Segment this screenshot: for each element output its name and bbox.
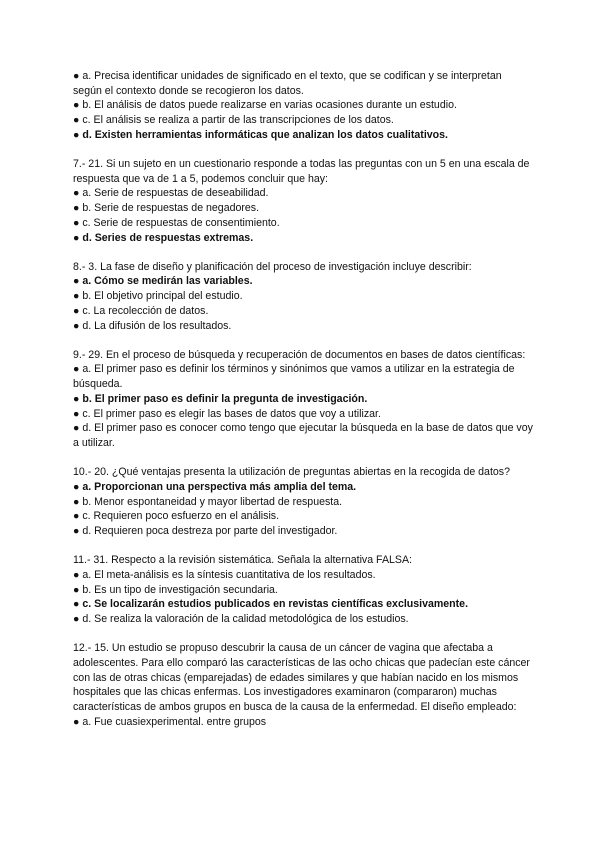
bullet-icon: ●: [73, 510, 80, 523]
option-c: ● c. La recolección de datos.: [73, 304, 209, 317]
option-c: ● c. El análisis se realiza a partir de las transcripciones de los datos.: [73, 114, 394, 127]
option-d: ● d. Se realiza la valoración de la calidad metodológica de los estudios.: [73, 613, 409, 625]
option-c: ● c. Requieren poco esfuerzo en el análisis.: [73, 510, 280, 523]
bullet-icon: ●: [73, 99, 80, 112]
bullet-icon: ●: [73, 304, 80, 317]
option-a-correct: ● a. Cómo se medirán las variables.: [73, 275, 253, 288]
option-d: ● d. El primer paso es conocer como tengo que ejecutar la búsqueda en la base de datos que voy a utilizar.: [73, 422, 533, 449]
bullet-icon: ●: [73, 275, 80, 288]
question-block: [73, 69, 533, 143]
question-block: [73, 260, 533, 334]
bullet-icon: ●: [73, 216, 80, 229]
question-stem: 11.- 31. Respecto a la revisión sistemática. Señala la alternativa FALSA:: [73, 554, 412, 567]
bullet-icon: ●: [73, 114, 80, 127]
bullet-icon: ●: [73, 715, 80, 728]
option-c: ● c. El primer paso es elegir las bases de datos que voy a utilizar.: [73, 407, 381, 420]
option-a: ● a. Fue cuasiexperimental. entre grupos: [73, 715, 267, 728]
option-b: ● b. Serie de respuestas de negadores.: [73, 202, 260, 215]
bullet-icon: ●: [73, 524, 80, 537]
option-d: ● d. La difusión de los resultados.: [73, 319, 232, 332]
option-c: ● c. Serie de respuestas de consentimiento.: [73, 216, 280, 229]
bullet-icon: ●: [73, 202, 80, 215]
option-b: ● b. Es un tipo de investigación secundaria.: [73, 583, 278, 596]
option-b: ● b. Menor espontaneidad y mayor libertad de respuesta.: [73, 495, 343, 508]
question-list: [73, 69, 533, 744]
bullet-icon: ●: [73, 422, 80, 435]
question-block: [73, 157, 533, 245]
bullet-icon: ●: [73, 583, 80, 596]
option-d: ● d. Requieren poca destreza por parte del investigador.: [73, 524, 338, 537]
question-block: [73, 553, 533, 627]
question-stem: 9.- 29. En el proceso de búsqueda y recuperación de documentos en bases de datos científicas:: [73, 348, 526, 361]
bullet-icon: ●: [73, 613, 80, 625]
option-d-correct: ● d. Series de respuestas extremas.: [73, 231, 254, 244]
question-block: [73, 348, 533, 451]
option-a-correct: ● a. Proporcionan una perspectiva más amplia del tema.: [73, 480, 357, 493]
option-a: ● a. Serie de respuestas de deseabilidad.: [73, 187, 269, 200]
option-a: ● a. Precisa identificar unidades de significado en el texto, que se codifican y se interpretan según el contexto donde se recogieron los datos.: [73, 70, 502, 97]
bullet-icon: ●: [73, 407, 80, 420]
option-a: ● a. El primer paso es definir los términos y sinónimos que vamos a utilizar en la estrategia de búsqueda.: [73, 363, 515, 391]
question-stem: 7.- 21. Si un sujeto en un cuestionario responde a todas las preguntas con un 5 en una escala de respuesta que va de 1 a 5, podemos concluir que hay:: [73, 158, 530, 185]
bullet-icon: ●: [73, 231, 80, 244]
bullet-icon: ●: [73, 480, 80, 493]
option-b-correct: ● b. El primer paso es definir la pregunta de investigación.: [73, 392, 368, 405]
bullet-icon: ●: [73, 70, 80, 82]
bullet-icon: ●: [73, 598, 80, 611]
bullet-icon: ●: [73, 128, 80, 141]
question-stem: 8.- 3. La fase de diseño y planificación del proceso de investigación incluye describir:: [73, 260, 472, 273]
question-stem: 12.- 15. Un estudio se propuso descubrir la causa de un cáncer de vagina que afectaba a adolescentes. Para ello comparó las características de las ocho chicas que padecían este cáncer con las de otras chicas (emparejadas) de edades similares y que habían nacido en los mismos hospitales que las chicas enfermas. Los investigadores examinaron (compararon) muchas características de ambos grupos en busca de la causa de la enfermedad. El diseño empleado:: [73, 642, 530, 714]
bullet-icon: ●: [73, 363, 80, 376]
bullet-icon: ●: [73, 568, 80, 581]
bullet-icon: ●: [73, 319, 80, 332]
bullet-icon: ●: [73, 290, 80, 303]
question-block: [73, 641, 533, 729]
question-block: [73, 465, 533, 539]
bullet-icon: ●: [73, 187, 80, 200]
option-d-correct: ● d. Existen herramientas informáticas que analizan los datos cualitativos.: [73, 128, 448, 141]
option-b: ● b. El objetivo principal del estudio.: [73, 290, 243, 303]
option-c-correct: ● c. Se localizarán estudios publicados en revistas científicas exclusivamente.: [73, 598, 469, 611]
option-b: ● b. El análisis de datos puede realizarse en varias ocasiones durante un estudio.: [73, 99, 457, 112]
bullet-icon: ●: [73, 495, 80, 508]
option-a: ● a. El meta-análisis es la síntesis cuantitativa de los resultados.: [73, 568, 376, 581]
question-stem: 10.- 20. ¿Qué ventajas presenta la utilización de preguntas abiertas en la recogida de datos?: [73, 466, 510, 479]
bullet-icon: ●: [73, 392, 80, 405]
